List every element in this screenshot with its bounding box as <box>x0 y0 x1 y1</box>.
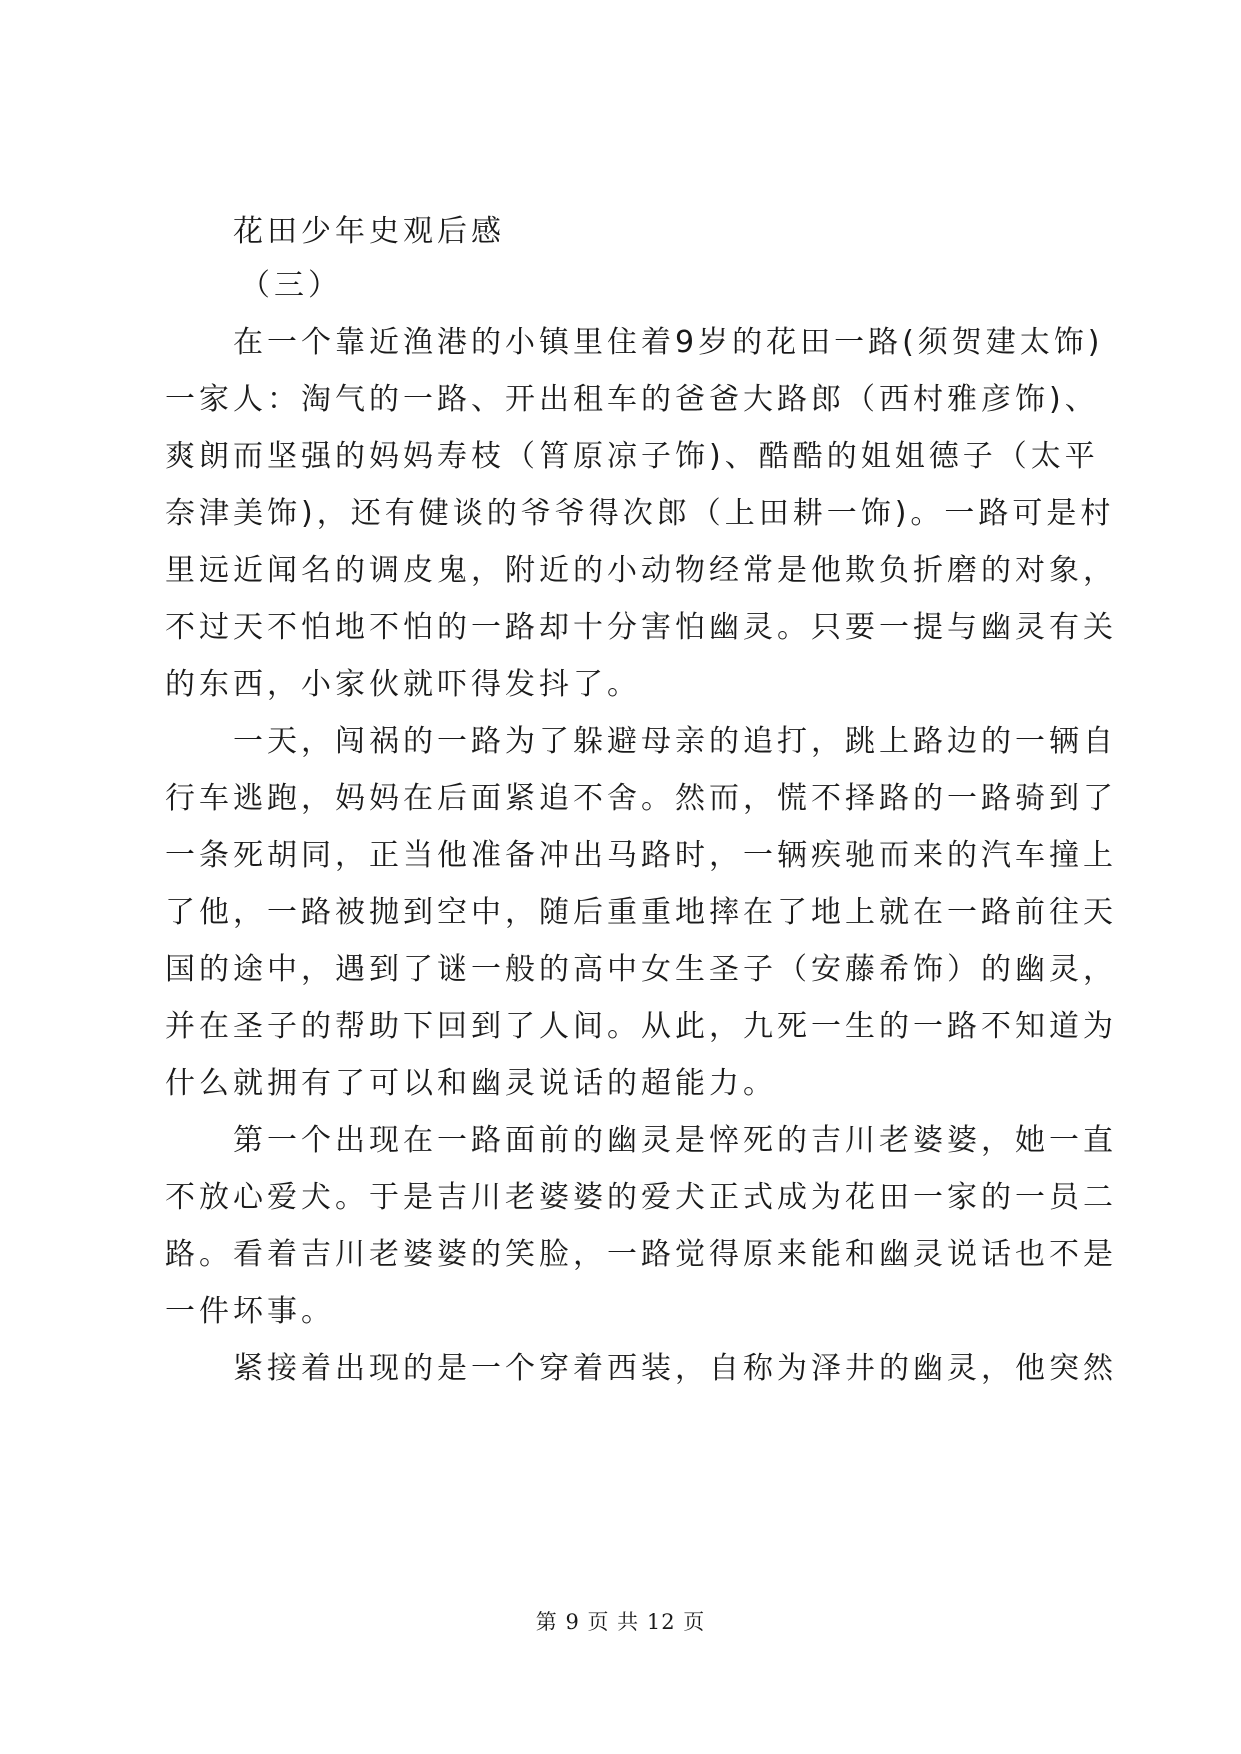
paragraph-line: 什么就拥有了可以和幽灵说话的超能力。 <box>165 1066 777 1101</box>
paragraph-line: 第一个出现在一路面前的幽灵是悴死的吉川老婆婆，她一直 <box>233 1123 1117 1158</box>
paragraph-line: 里远近闻名的调皮鬼，附近的小动物经常是他欺负折磨的对象， <box>165 553 1117 588</box>
paragraph-line: 奈津美饰)，还有健谈的爷爷得次郎（上田耕一饰)。一路可是村 <box>165 496 1115 531</box>
paragraph-line: 一条死胡同，正当他准备冲出马路时，一辆疾驰而来的汽车撞上 <box>165 838 1117 873</box>
paragraph-line: 爽朗而坚强的妈妈寿枝（筲原凉子饰)、酷酷的姐姐德子（太平 <box>165 439 1099 474</box>
paragraph-line: 的东西，小家伙就吓得发抖了。 <box>165 667 641 702</box>
paragraph-line: 行车逃跑，妈妈在后面紧追不舍。然而，慌不择路的一路骑到了 <box>165 781 1117 816</box>
paragraph-line: 紧接着出现的是一个穿着西装，自称为泽井的幽灵，他突然 <box>233 1351 1117 1386</box>
paragraph-line: 一件坏事。 <box>165 1294 335 1329</box>
paragraph-line: 不过天不怕地不怕的一路却十分害怕幽灵。只要一提与幽灵有关 <box>165 610 1117 645</box>
paragraph-line: 了他，一路被抛到空中，随后重重地摔在了地上就在一路前往天 <box>165 895 1117 930</box>
paragraph-line: 路。看着吉川老婆婆的笑脸，一路觉得原来能和幽灵说话也不是 <box>165 1237 1117 1272</box>
paragraph-line: 在一个靠近渔港的小镇里住着9岁的花田一路(须贺建太饰) <box>233 325 1104 360</box>
paragraph-line: 国的途中，遇到了谜一般的高中女生圣子（安藤希饰）的幽灵， <box>165 952 1117 987</box>
paragraph-line: 一家人：淘气的一路、开出租车的爸爸大路郎（西村雅彦饰)、 <box>165 382 1099 417</box>
paragraph-line: 一天，闯祸的一路为了躲避母亲的追打，跳上路边的一辆自 <box>233 724 1117 759</box>
document-title: 花田少年史观后感 <box>233 214 505 249</box>
page-number-footer: 第 9 页 共 12 页 <box>535 1610 706 1634</box>
document-subtitle: （三） <box>240 268 342 303</box>
paragraph-line: 并在圣子的帮助下回到了人间。从此，九死一生的一路不知道为 <box>165 1009 1117 1044</box>
paragraph-line: 不放心爱犬。于是吉川老婆婆的爱犬正式成为花田一家的一员二 <box>165 1180 1117 1215</box>
